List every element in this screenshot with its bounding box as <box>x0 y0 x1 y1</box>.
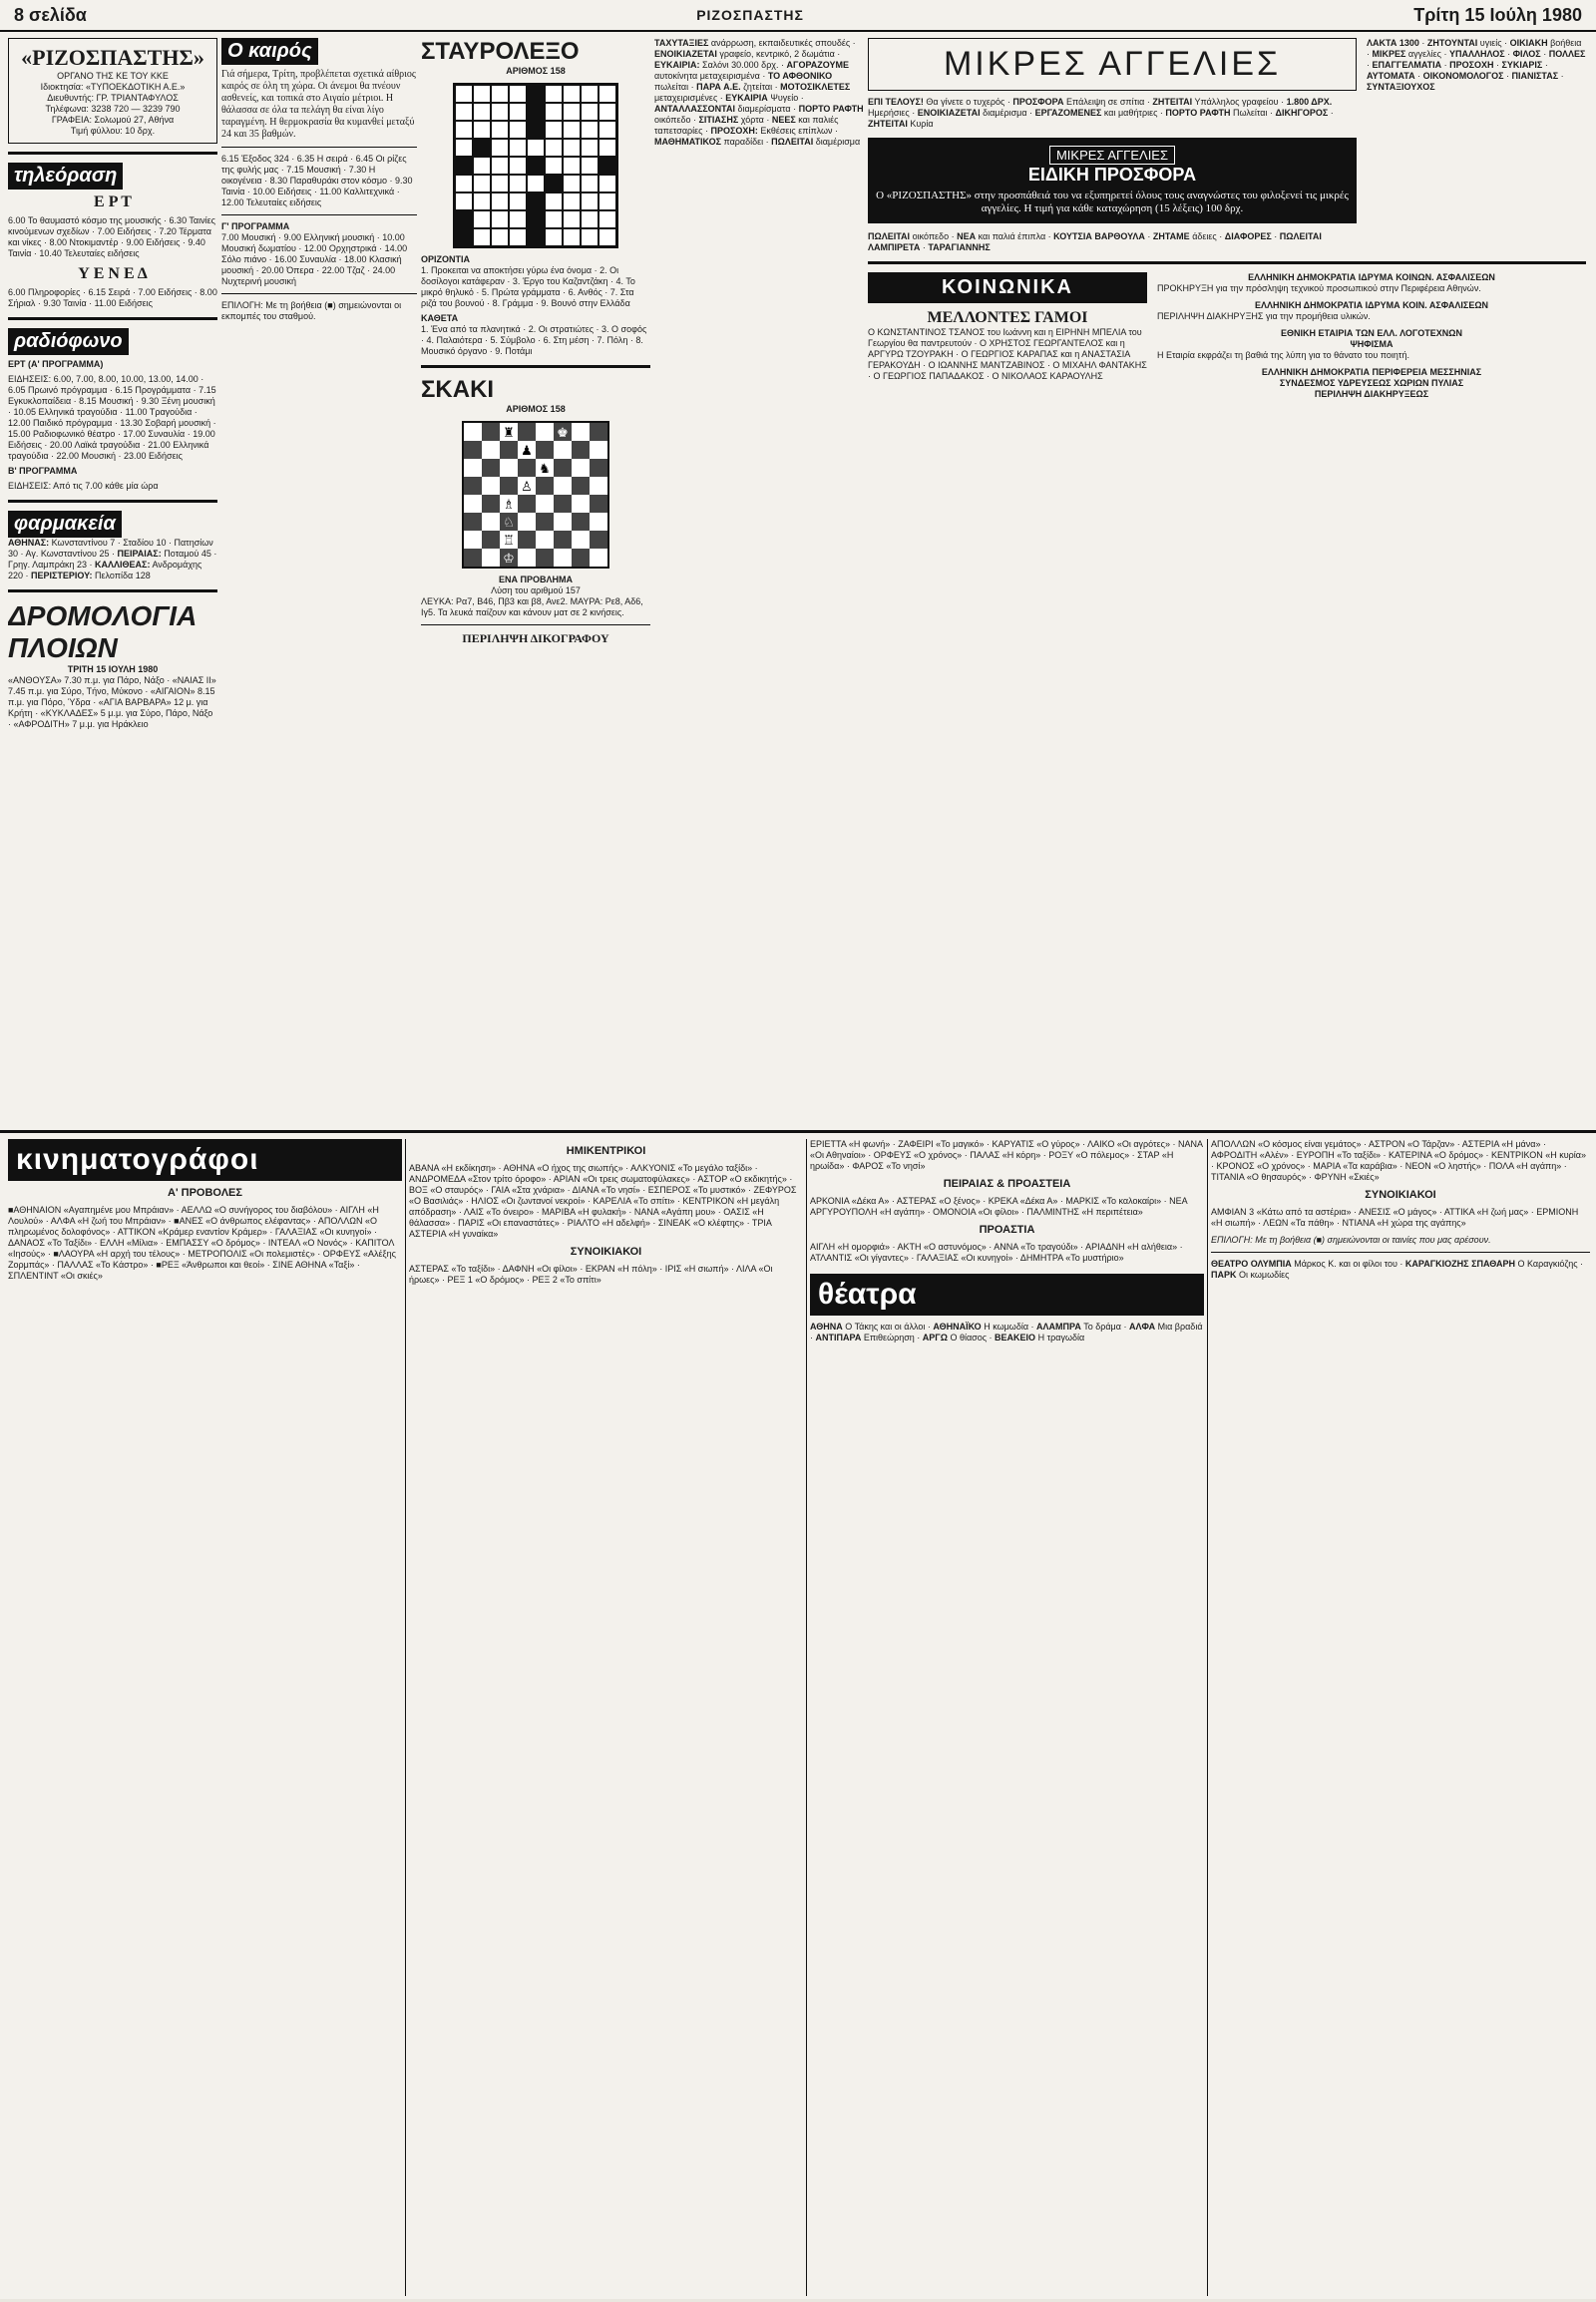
pharmacies-listing: ΑΘΗΝΑΣ: Κωνσταντίνου 7 · Σταδίου 10 · Πατησίων 30 · Αγ. Κωνσταντίνου 25 · ΠΕΙΡΑΙΑΣ: Ποταμού 45 · Γρηγ. Λαμπράκη 23 · ΚΑΛΛΙΘΕΑΣ: Ανδρομάχης 220 · ΠΕΡΙΣΤΕΡΙΟΥ: Πελοπίδα 128 <box>8 538 217 580</box>
pharm-peristeri: ΠΕΡΙΣΤΕΡΙΟΥ: <box>31 571 93 580</box>
social-banner <box>868 272 1147 303</box>
theatre-name: ΠΑΡΚ <box>1211 1270 1237 1280</box>
theatre-name: ΑΘΗΝΑΪΚΟ <box>933 1322 982 1332</box>
chess-square: ♖ <box>500 531 518 549</box>
chess-square <box>464 549 482 567</box>
cinema-list-2: ΑΒΑΝΑ «Η εκδίκηση» · ΑΘΗΝΑ «Ο ήχος της σιωπής» · ΑΛΚΥΟΝΙΣ «Το μεγάλο ταξίδι» · ΑΝΔΡΟΜΕΔΑ «Στον τρίτο όροφο» · ΑΡΙΑΝ «Οι τρεις σωματοφύλακες» · ΑΣΤΟΡ «Ο εκδικητής» · ΒΟΞ «Ο σταυρός» · ΓΑΙΑ «Στα χνάρια» · ΔΙΑΝΑ «Το νησί» · ΕΣΠΕΡΟΣ «Το μυστικό» · ΖΕΦΥΡΟΣ «Ο Βασιλιάς» · ΗΛΙΟΣ «Οι ζωντανοί νεκροί» · ΚΑΡΕΛΙΑ «Το σπίτι» · ΚΕΝΤΡΙΚΟΝ «Η μεγάλη απόδραση» · ΛΑΙΣ «Το όνειρο» · ΜΑΡΙΒΑ «Η φυλακή» · ΝΑΝΑ «Αγάπη μου» · ΟΑΣΙΣ «Η θάλασσα» · ΠΑΡΙΣ «Οι επαναστάτες» · ΡΙΑΛΤΟ «Η αδελφή» · ΣΙΝΕΑΚ «Ο κλέφτης» · ΤΡΙΑ ΑΣΤΕΡΙΑ «Η γυναίκα» <box>409 1163 797 1239</box>
chess-square <box>518 513 536 531</box>
crossword-cell <box>527 192 545 210</box>
column-3 <box>421 38 650 1120</box>
chess-square <box>590 531 607 549</box>
theatre-name: ΑΘΗΝΑ <box>810 1322 843 1332</box>
crossword-cell <box>581 192 598 210</box>
notice-1: ΕΛΛΗΝΙΚΗ ΔΗΜΟΚΡΑΤΙΑ ΙΔΡΥΜΑ ΚΟΙΝΩΝ. ΑΣΦΑΛΙΣΕΩΝ <box>1248 272 1495 282</box>
theatre-name: ΚΑΡΑΓΚΙΟΖΗΣ ΣΠΑΘΑΡΗ <box>1404 1259 1515 1269</box>
radio-header: ραδιόφωνο <box>8 328 129 355</box>
weather-header: Ο καιρός <box>221 38 318 65</box>
crossword-cell <box>509 192 527 210</box>
classifieds-text-2: ΠΩΛΕΙΤΑΙ οικόπεδο · ΝΕΑ και παλιά έπιπλα · ΚΟΥΤΣΙΑ ΒΑΡΘΟΥΛΑ · ΖΗΤΑΜΕ άδειες · ΔΙΑΦΟΡΕΣ · ΠΩΛΕΙΤΑΙ ΛΑΜΠΙΡΕΤΑ · ΤΑΡΑΓΙΑΝΝΗΣ <box>868 231 1322 252</box>
shipping-listing: «ΑΝΘΟΥΣΑ» 7.30 π.μ. για Πάρο, Νάξο · «ΝΑΙΑΣ ΙΙ» 7.45 π.μ. για Σύρο, Τήνο, Μύκονο · «ΑΙΓΑΙΟΝ» 8.15 π.μ. για Πόρο, Ύδρα · «ΑΓΙΑ ΒΑΡΒΑΡΑ» 12 μ. για Κρήτη · «ΚΥΚΛΑΔΕΣ» 5 μ.μ. για Σύρο, Πάρο, Νάξο · «ΑΦΡΟΔΙΤΗ» 7 μ.μ. για Ηράκλειο <box>8 675 216 729</box>
theatres-title: θέατρα <box>818 1278 917 1311</box>
chess-square <box>572 495 590 513</box>
crossword-cell <box>563 175 581 192</box>
crossword-cell <box>563 157 581 175</box>
crossword-cell <box>527 85 545 103</box>
theatre-name: ΑΝΤΙΠΑΡΑ <box>815 1333 862 1343</box>
chess-square <box>590 459 607 477</box>
theatre-name: ΘΕΑΤΡΟ ΟΛΥΜΠΙΑ <box>1211 1259 1292 1269</box>
chess-square <box>482 441 500 459</box>
crossword-cell <box>598 210 616 228</box>
classifieds-text: ΕΠΙ ΤΕΛΟΥΣ! Θα γίνετε ο τυχερός · ΠΡΟΣΦΟΡΑ Επάλειψη σε σπίτια · ΖΗΤΕΙΤΑΙ Υπάλληλος γραφείου · 1.800 ΔΡΧ. Ημερήσιες · ΕΝΟΙΚΙΑΖΕΤΑΙ διαμέρισμα · ΕΡΓΑΖΟΜΕΝΕΣ και μαθήτριες · ΠΟΡΤΟ ΡΑΦΤΗ Πωλείται · ΔΙΚΗΓΟΡΟΣ · ΖΗΤΕΙΤΑΙ Κυρία <box>868 97 1334 129</box>
chess-square <box>590 477 607 495</box>
theatre-name: ΑΛΑΜΠΡΑ <box>1036 1322 1081 1332</box>
crossword-cell <box>473 192 491 210</box>
weddings-text: Ο ΚΩΝΣΤΑΝΤΙΝΟΣ ΤΣΑΝΟΣ του Ιωάννη και η ΕΙΡΗΝΗ ΜΠΕΛΙΑ του Γεωργίου θα παντρευτούν · Ο ΧΡΗΣΤΟΣ ΓΕΩΡΓΑΝΤΕΛΟΣ και η ΑΡΓΥΡΩ ΤΖΟΥΡΑΚΗ · Ο ΓΕΩΡΓΙΟΣ ΚΑΡΑΠΑΣ και η ΑΝΑΣΤΑΣΙΑ ΓΕΡΑΚΟΥΔΗ · Ο ΙΩΑΝΝΗΣ ΜΑΝΤΖΑΒΙΝΟΣ · Ο ΜΙΧΑΗΛ ΦΑΝΤΑΚΗΣ · Ο ΓΕΩΡΓΙΟΣ ΠΑΠΑΔΑΚΟΣ · Ο ΝΙΚΟΛΑΟΣ ΚΑΡΑΟΥΛΗΣ <box>868 327 1147 381</box>
crossword-cell <box>455 228 473 246</box>
tv-times: 6.15 Έξοδος 324 · 6.35 Η σειρά · 6.45 Οι ρίζες της φυλής μας · 7.15 Μουσική · 7.30 Η οικογένεια · 8.30 Παραθυράκι στον κόσμο · 9.30 Ταινία · 10.00 Ειδήσεις · 11.00 Καλλιτεχνικά · 12.00 Τελευταίες ειδήσεις <box>221 154 413 207</box>
radio-third: Γ' ΠΡΟΓΡΑΜΜΑ <box>221 221 290 231</box>
cinema-col-2 <box>409 1139 803 2296</box>
chess-square <box>536 549 554 567</box>
cinema-list-1: ■ΑΘΗΝΑΙΟΝ «Αγαπημένε μου Μπράιαν» · ΑΕΛΛΩ «Ο συνήγορος του διαβόλου» · ΑΙΓΛΗ «Η Λουλού» · ΑΛΦΑ «Η ζωή του Μπράιαν» · ■ΑΝΕΣ «Ο άνθρωπος ελέφαντας» · ΑΠΟΛΛΩΝ «Ο πληρωμένος δολοφόνος» · ΑΤΤΙΚΟΝ «Κράμερ εναντίον Κράμερ» · ΓΑΛΑΞΙΑΣ «Οι κυνηγοί» · ΔΑΝΑΟΣ «Το Ταξίδι» · ΕΛΛΗ «Μίλια» · ΕΜΠΑΣΣΥ «Ο δρόμος» · ΙΝΤΕΑΛ «Ο Νονός» · ΚΑΠΙΤΟΛ «Ιησούς» · ■ΛΑΟΥΡΑ «Η αρχή του τέλους» · ΜΕΤΡΟΠΟΛΙΣ «Οι πολεμιστές» · ΟΡΦΕΥΣ «Αλέξης Ζορμπάς» · ΠΑΛΛΑΣ «Το Κάστρο» · ■ΡΕΞ «Άνθρωποι και θεοί» · ΣΙΝΕ ΑΘΗΝΑ «Ταξί» · ΣΠΛΕΝΤΙΝΤ «Οι σκιές» <box>8 1205 396 1281</box>
crossword-down-title: ΚΑΘΕΤΑ <box>421 313 459 323</box>
crossword-cell <box>509 210 527 228</box>
chess-square <box>482 459 500 477</box>
tv-listing: 6.00 Το θαυμαστό κόσμο της μουσικής · 6.30 Ταινίες κινούμενων σχεδίων · 7.00 Ειδήσεις · 7.20 Τέρματα και νίκες · 8.00 Ντοκιμαντέρ · 9.00 Ειδήσεις · 9.40 Ταινία · 10.40 Τελευταίες ειδήσεις <box>8 215 215 258</box>
pharm-peiraias: ΠΕΙΡΑΙΑΣ: <box>117 549 162 559</box>
chess-square <box>482 531 500 549</box>
chess-square <box>500 441 518 459</box>
discography-title: ΠΕΡΙΛΗΨΗ ΔΙΚΟΓΡΑΦΟΥ <box>462 631 609 645</box>
crossword-cell <box>473 175 491 192</box>
crossword-cell <box>598 121 616 139</box>
colophon <box>8 38 217 144</box>
chess-square <box>500 477 518 495</box>
weddings-title: ΜΕΛΛΟΝΤΕΣ ΓΑΜΟΙ <box>927 309 1088 326</box>
chess-square: ♟ <box>518 441 536 459</box>
chess-board <box>462 421 609 569</box>
page-header <box>0 0 1596 32</box>
crossword-cell <box>455 103 473 121</box>
chess-square <box>464 459 482 477</box>
crossword-cell <box>527 210 545 228</box>
chess-square: ♜ <box>500 423 518 441</box>
cinema-sub-6: ΣΥΝΟΙΚΙΑΚΟΙ <box>1365 1189 1436 1201</box>
cinema-note: ΕΠΙΛΟΓΗ: Με τη βοήθεια (■) σημειώνονται οι ταινίες που μας αρέσουν. <box>1211 1235 1491 1245</box>
theatres-list-2: ΘΕΑΤΡΟ ΟΛΥΜΠΙΑ Μάρκος Κ. και οι φίλοι του · ΚΑΡΑΓΚΙΟΖΗΣ ΣΠΑΘΑΡΗ Ο Καραγκιόζης · ΠΑΡΚ Οι κωμωδίες <box>1211 1259 1584 1280</box>
crossword-cell <box>563 228 581 246</box>
crossword-cell <box>491 192 509 210</box>
shipping-date: ΤΡΙΤΗ 15 ΙΟΥΛΗ 1980 <box>67 664 159 674</box>
crossword-cell <box>455 175 473 192</box>
crossword-cell <box>581 228 598 246</box>
chess-header: ΣΚΑΚΙ <box>421 376 495 403</box>
notice-4c: ΠΕΡΙΛΗΨΗ ΔΙΑΚΗΡΥΞΕΩΣ <box>1314 389 1429 399</box>
crossword-cell <box>598 192 616 210</box>
chess-square <box>590 513 607 531</box>
pharm-athens: ΑΘΗΝΑΣ: <box>8 538 50 548</box>
crossword-cell <box>598 85 616 103</box>
chess-square <box>572 459 590 477</box>
crossword-cell <box>455 192 473 210</box>
crossword-cell <box>491 210 509 228</box>
crossword-cell <box>563 210 581 228</box>
crossword-cell <box>473 103 491 121</box>
crossword-cell <box>527 175 545 192</box>
crossword-cell <box>527 103 545 121</box>
notice-4: ΕΛΛΗΝΙΚΗ ΔΗΜΟΚΡΑΤΙΑ ΠΕΡΙΦΕΡΕΙΑ ΜΕΣΣΗΝΙΑΣ <box>1261 367 1482 377</box>
crossword-cell <box>473 228 491 246</box>
chess-square <box>482 423 500 441</box>
crossword-cell <box>491 121 509 139</box>
chess-square: ♞ <box>536 459 554 477</box>
crossword-cell <box>491 228 509 246</box>
special-offer-subtitle: ΜΙΚΡΕΣ ΑΓΓΕΛΙΕΣ <box>1049 146 1175 165</box>
radio-second-program: Β' ΠΡΟΓΡΑΜΜΑ <box>8 466 78 476</box>
chess-square <box>554 549 572 567</box>
crossword-cell <box>509 103 527 121</box>
crossword-cell <box>491 139 509 157</box>
chess-square <box>464 441 482 459</box>
crossword-cell <box>581 121 598 139</box>
colophon-line: ΟΡΓΑΝΟ ΤΗΣ ΚΕ ΤΟΥ ΚΚΕ <box>57 71 169 81</box>
crossword-cell <box>509 121 527 139</box>
chess-square <box>572 477 590 495</box>
radio-third-listing: 7.00 Μουσική · 9.00 Ελληνική μουσική · 10.00 Μουσική δωματίου · 12.00 Ορχηστρικά · 14.00 Σόλο πιάνο · 16.00 Συναυλία · 18.00 Κλασική μουσική · 20.00 Όπερα · 22.00 Τζαζ · 24.00 Νυχτερινή μουσική <box>221 232 408 286</box>
crossword-cell <box>545 103 563 121</box>
cinema-list-8: ΑΜΦΙΑΝ 3 «Κάτω από τα αστέρια» · ΑΝΕΣΙΣ «Ο μάγος» · ΑΤΤΙΚΑ «Η ζωή μας» · ΕΡΜΙΟΝΗ «Η σιωπή» · ΛΕΩΝ «Τα πάθη» · ΝΤΙΑΝΑ «Η χώρα της αγάπης» <box>1211 1207 1579 1228</box>
bottom-section <box>0 1130 1596 2302</box>
crossword-cell <box>545 121 563 139</box>
radio-first-program: ΕΡΤ (Α' ΠΡΟΓΡΑΜΜΑ) <box>8 359 104 369</box>
chess-square <box>590 441 607 459</box>
crossword-cell <box>598 157 616 175</box>
crossword-cell <box>473 121 491 139</box>
special-offer-text: Ο «ΡΙΖΟΣΠΑΣΤΗΣ» στην προσπάθειά του να εξυπηρετεί όλους τους αναγνώστες του φιλοξενεί τις μικρές αγγελίες. Η τιμή για κάθε καταχώρηση (15 λέξεις) 100 δρχ. <box>876 190 1349 214</box>
cinema-list-7: ΑΠΟΛΛΩΝ «Ο κόσμος είναι γεμάτος» · ΑΣΤΡΟΝ «Ο Τάρζαν» · ΑΣΤΕΡΙΑ «Η μάνα» · ΑΦΡΟΔΙΤΗ «Αλέν» · ΕΥΡΟΠΗ «Το ταξίδι» · ΚΑΤΕΡΙΝΑ «Ο δρόμος» · ΚΕΝΤΡΙΚΟΝ «Η κυρία» · ΚΡΟΝΟΣ «Ο χρόνος» · ΜΑΡΙΑ «Τα καράβια» · ΝΕΟΝ «Ο ληστής» · ΠΟΛΑ «Η αγάπη» · ΤΙΤΑΝΙΑ «Ο θησαυρός» · ΦΡΥΝΗ «Σκιές» <box>1211 1139 1586 1182</box>
column-4 <box>654 38 864 1120</box>
colophon-line: Τιμή φύλλου: 10 δρχ. <box>70 126 156 136</box>
chess-square <box>536 441 554 459</box>
column-5 <box>868 38 1586 1120</box>
crossword-grid <box>453 83 618 248</box>
chess-square <box>518 423 536 441</box>
crossword-cell <box>491 157 509 175</box>
cinema-col-4 <box>1211 1139 1590 2296</box>
chess-square <box>536 477 554 495</box>
classifieds-banner <box>868 38 1357 91</box>
page-number: 8 σελίδα <box>14 4 87 25</box>
tv-choice: ΕΠΙΛΟΓΗ: Με τη βοήθεια (■) σημειώνονται οι εκπομπές του σταθμού. <box>221 300 402 321</box>
chess-square <box>518 459 536 477</box>
crossword-cell <box>598 139 616 157</box>
chess-square: ♙ <box>518 477 536 495</box>
chess-square <box>500 459 518 477</box>
shipping-header: ΔΡΟΜΟΛΟΓΙΑ ΠΛΟΙΩΝ <box>8 600 197 663</box>
colophon-line: Ιδιοκτησία: «ΤΥΠΟΕΚΔΟΤΙΚΗ Α.Ε.» <box>40 82 186 92</box>
chess-square <box>590 549 607 567</box>
cinema-col-3 <box>810 1139 1204 2296</box>
cinema-sub-4: ΠΕΙΡΑΙΑΣ & ΠΡΟΑΣΤΕΙΑ <box>943 1178 1071 1190</box>
chess-square <box>518 531 536 549</box>
theatre-name: ΒΕΑΚΕΙΟ <box>995 1333 1036 1343</box>
cinema-sub-2: ΗΜΙΚΕΝΤΡΙΚΟΙ <box>566 1145 646 1157</box>
page-date: Τρίτη 15 Ιούλη 1980 <box>1413 4 1582 25</box>
cinema-list-3: ΑΣΤΕΡΑΣ «Το ταξίδι» · ΔΑΦΝΗ «Οι φίλοι» · ΕΚΡΑΝ «Η πόλη» · ΙΡΙΣ «Η σιωπή» · ΛΙΛΑ «Οι ήρωες» · ΡΕΞ 1 «Ο δρόμος» · ΡΕΞ 2 «Το σπίτι» <box>409 1264 773 1285</box>
crossword-cell <box>563 121 581 139</box>
chess-square <box>464 513 482 531</box>
crossword-cell <box>509 85 527 103</box>
chess-square: ♗ <box>500 495 518 513</box>
cinema-title: κινηματογράφοι <box>16 1143 259 1176</box>
notice-3b: ΨΗΦΙΣΜΑ <box>1350 339 1394 349</box>
crossword-cell <box>545 192 563 210</box>
chess-square <box>572 423 590 441</box>
chess-square <box>554 495 572 513</box>
chess-square <box>464 531 482 549</box>
chess-number: ΑΡΙΘΜΟΣ 158 <box>506 404 566 414</box>
tv-channel-1: Ε Ρ Τ <box>94 193 132 210</box>
crossword-cell <box>473 157 491 175</box>
theatre-name: ΑΛΦΑ <box>1128 1322 1156 1332</box>
tv-listing-2: 6.00 Πληροφορίες · 6.15 Σειρά · 7.00 Ειδήσεις · 8.00 Σήριαλ · 9.30 Ταινία · 11.00 Ειδήσεις <box>8 287 217 308</box>
chess-square <box>554 441 572 459</box>
weather-text: Γιά σήμερα, Τρίτη, προβλέπεται σχετικά αίθριος καιρός σε όλη τη χώρα. Οι άνεμοι θα πνέουν ασθενείς, και τοπικά στο Αιγαίο μέτριοι. Η θάλασσα σε όλα τα πελάγη θα είναι λίγο ταραγμένη. Η θερμοκρασία θα κυμανθεί μεταξύ 24 και 35 βαθμών. <box>221 69 416 140</box>
crossword-cell <box>581 175 598 192</box>
crossword-cell <box>563 192 581 210</box>
crossword-cell <box>455 85 473 103</box>
crossword-cell <box>598 175 616 192</box>
crossword-cell <box>581 85 598 103</box>
column-2 <box>221 38 417 1120</box>
notices: ΕΛΛΗΝΙΚΗ ΔΗΜΟΚΡΑΤΙΑ ΙΔΡΥΜΑ ΚΟΙΝΩΝ. ΑΣΦΑΛΙΣΕΩΝ ΠΡΟΚΗΡΥΞΗ για την πρόσληψη τεχνικού προσωπικού στην Περιφέρεια Αθηνών. ΕΛΛΗΝΙΚΗ ΔΗΜΟΚΡΑΤΙΑ ΙΔΡΥΜΑ ΚΟΙΝ. ΑΣΦΑΛΙΣΕΩΝ ΠΕΡΙΛΗΨΗ ΔΙΑΚΗΡΥΞΗΣ για την προμήθεια υλικών. ΕΘΝΙΚΗ ΕΤΑΙΡΙΑ ΤΩΝ ΕΛΛ. ΛΟΓΟΤΕΧΝΩΝ ΨΗΦΙΣΜΑ Η Εταιρία εκφράζει τη βαθιά της λύπη για το θάνατο του ποιητή. ΕΛΛΗΝΙΚΗ ΔΗΜΟΚΡΑΤΙΑ ΠΕΡΙΦΕΡΕΙΑ ΜΕΣΣΗΝΙΑΣ ΣΥΝΔΕΣΜΟΣ ΥΔΡΕΥΣΕΩΣ ΧΩΡΙΩΝ ΠΥΛΙΑΣ ΠΕΡΙΛΗΨΗ ΔΙΑΚΗΡΥΞΕΩΣ <box>1157 272 1586 400</box>
crossword-cell <box>509 139 527 157</box>
theatre-name: ΑΡΓΩ <box>922 1333 948 1343</box>
crossword-cell <box>545 228 563 246</box>
special-offer <box>868 138 1357 223</box>
chess-solution: ΛΕΥΚΑ: Ρα7, Β46, Πβ3 και β8, Ανε2. ΜΑΥΡΑ: Ρε8, Αδ6, Ιγ5. Τα λευκά παίζουν και κάνουν ματ σε 2 κινήσεις. <box>421 596 643 617</box>
social-title: ΚΟΙΝΩΝΙΚΑ <box>941 276 1073 298</box>
chess-square <box>536 495 554 513</box>
colophon-line: Διευθυντής: ΓΡ. ΤΡΙΑΝΤΑΦΥΛΟΣ <box>47 93 179 103</box>
theatres-banner <box>810 1274 1204 1316</box>
crossword-cell <box>581 157 598 175</box>
classifieds-side: ΛΑΚΤΑ 1300 · ΖΗΤΟΥΝΤΑΙ υγιείς · ΟΙΚΙΑΚΗ βοήθεια · ΜΙΚΡΕΣ αγγελίες · ΥΠΑΛΛΗΛΟΣ · ΦΙΛΟΣ · ΠΟΛΛΕΣ · ΕΠΑΓΓΕΛΜΑΤΙΑ · ΠΡΟΣΟΧΗ · ΣΥΚΙΑΡΙΣ · ΑΥΤΟΜΑΤΑ · ΟΙΚΟΝΟΜΟΛΟΓΟΣ · ΠΙΑΝΙΣΤΑΣ · ΣΥΝΤΑΞΙΟΥΧΟΣ <box>1367 38 1586 92</box>
crossword-cell <box>509 175 527 192</box>
pharm-kallithea: ΚΑΛΛΙΘΕΑΣ: <box>95 560 151 570</box>
crossword-cell <box>527 121 545 139</box>
crossword-cell <box>545 139 563 157</box>
chess-square <box>536 531 554 549</box>
cinema-list-6: ΑΙΓΛΗ «Η ομορφιά» · ΑΚΤΗ «Ο αστυνόμος» · ΑΝΝΑ «Το τραγούδι» · ΑΡΙΑΔΝΗ «Η αλήθεια» · ΑΤΛΑΝΤΙΣ «Οι γίγαντες» · ΓΑΛΑΞΙΑΣ «Οι κυνηγοί» · ΔΗΜΗΤΡΑ «Το μυστήριο» <box>810 1242 1183 1263</box>
crossword-across-clues: 1. Προκειται να αποκτήσει γύρω ένα όνομα · 2. Οι δοσίλογοι κατάφεραν · 3. Έργο του Καζαντζάκη · 4. Το μικρό θηλυκό · 5. Πρώτα γράμματα · 6. Ανθός · 7. Στα ριζά του βουνού · 8. Γράμμα · 9. Βουνό στην Ελλάδα <box>421 265 635 308</box>
crossword-across-title: ΟΡΙΖΟΝΤΙΑ <box>421 254 470 264</box>
crossword-cell <box>581 103 598 121</box>
notice-3: ΕΘΝΙΚΗ ΕΤΑΙΡΙΑ ΤΩΝ ΕΛΛ. ΛΟΓΟΤΕΧΝΩΝ <box>1281 328 1462 338</box>
crossword-down-clues: 1. Ένα από τα πλανητικά · 2. Οι στρατιώτες · 3. Ο σοφός · 4. Παλαιότερα · 5. Σύμβολο · 6. Στη μέση · 7. Πόλη · 8. Μουσικό όργανο · 9. Ποτάμι <box>421 324 647 356</box>
theatres-list-1: ΑΘΗΝΑ Ο Τάκης και οι άλλοι · ΑΘΗΝΑΪΚΟ Η κωμωδία · ΑΛΑΜΠΡΑ Το δράμα · ΑΛΦΑ Μια βραδιά · ΑΝΤΙΠΑΡΑ Επιθεώρηση · ΑΡΓΩ Ο θίασος · ΒΕΑΚΕΙΟ Η τραγωδία <box>810 1322 1203 1343</box>
crossword-cell <box>473 85 491 103</box>
chess-square <box>482 549 500 567</box>
crossword-cell <box>455 157 473 175</box>
pharmacies-header: φαρμακεία <box>8 511 122 538</box>
tv-header: τηλεόραση <box>8 163 123 190</box>
crossword-cell <box>563 85 581 103</box>
crossword-cell <box>581 139 598 157</box>
chess-problem-title: ΕΝΑ ΠΡΟΒΛΗΜΑ <box>498 575 573 584</box>
chess-square: ♘ <box>500 513 518 531</box>
chess-square <box>572 549 590 567</box>
crossword-cell <box>455 210 473 228</box>
chess-square <box>572 441 590 459</box>
crossword-cell <box>563 139 581 157</box>
crossword-cell <box>491 175 509 192</box>
crossword-cell <box>527 157 545 175</box>
crossword-cell <box>527 228 545 246</box>
chess-square <box>464 495 482 513</box>
crossword-cell <box>563 103 581 121</box>
crossword-cell <box>545 210 563 228</box>
cinema-banner <box>8 1139 402 1181</box>
crossword-cell <box>545 85 563 103</box>
chess-square <box>554 459 572 477</box>
crossword-cell <box>473 139 491 157</box>
chess-square <box>536 513 554 531</box>
crossword-cell <box>545 175 563 192</box>
masthead: ΡΙΖΟΣΠΑΣΤΗΣ <box>696 7 804 23</box>
chess-square <box>572 531 590 549</box>
crossword-header: ΣΤΑΥΡΟΛΕΞΟ <box>421 38 580 65</box>
chess-square <box>482 477 500 495</box>
cinema-sub-1: Α' ΠΡΟΒΟΛΕΣ <box>168 1187 242 1199</box>
crossword-cell <box>509 228 527 246</box>
special-offer-title: ΕΙΔΙΚΗ ΠΡΟΣΦΟΡΑ <box>1027 165 1197 185</box>
radio-listing: ΕΙΔΗΣΕΙΣ: 6.00, 7.00, 8.00, 10.00, 13.00, 14.00 · 6.05 Πρωινό πρόγραμμα · 6.15 Προγράμματα · 7.15 Εγκυκλοπαίδεια · 8.15 Μουσική · 9.30 Ξένη μουσική · 10.05 Ελληνικά τραγούδια · 11.00 Τραγούδια · 12.00 Παιδικό πρόγραμμα · 13.30 Σοβαρή μουσική · 15.00 Ραδιοφωνικό θέατρο · 17.00 Συναυλία · 19.00 Ειδήσεις · 20.00 Λαϊκά τραγούδια · 21.00 Ελληνικά τραγούδια · 22.00 Μουσική · 23.00 Ειδήσεις <box>8 374 216 461</box>
crossword-number: ΑΡΙΘΜΟΣ 158 <box>506 66 566 76</box>
tv-channel-2: Υ Ε Ν Ε Δ <box>78 265 148 282</box>
chess-square <box>464 423 482 441</box>
crossword-cell <box>473 210 491 228</box>
chess-square: ♔ <box>500 549 518 567</box>
classifieds-title: ΜΙΚΡΕΣ ΑΓΓΕΛΙΕΣ <box>943 45 1282 83</box>
chess-square <box>554 477 572 495</box>
cinema-sub-3: ΣΥΝΟΙΚΙΑΚΟΙ <box>570 1246 642 1258</box>
chess-square <box>464 477 482 495</box>
chess-square <box>554 513 572 531</box>
chess-square <box>572 513 590 531</box>
chess-square <box>590 423 607 441</box>
crossword-cell <box>581 210 598 228</box>
colophon-line: Τηλέφωνα: 3238 720 — 3239 790 <box>45 104 181 114</box>
crossword-cell <box>491 85 509 103</box>
classified-col-text: ΤΑΧΥΤΑΞΙΕΣ ανάρρωση, εκπαιδευτικές σπουδές · ΕΝΟΙΚΙΑΖΕΤΑΙ γραφείο, κεντρικό, 2 δωμάτια · ΕΥΚΑΙΡΙΑ: Σαλόνι 30.000 δρχ. · ΑΓΟΡΑΖΟΥΜΕ αυτοκίνητα μεταχειρισμένα · ΤΟ ΑΦΘΟΝΙΚΟ πωλείται · ΠΑΡΑ Α.Ε. ζητείται · ΜΟΤΟΣΙΚΛΕΤΕΣ μεταχειρισμένες · ΕΥΚΑΙΡΙΑ Ψυγείο · ΑΝΤΑΛΛΑΣΣΟΝΤΑΙ διαμερίσματα · ΠΟΡΤΟ ΡΑΦΤΗ οικόπεδο · ΣΙΤΙΑΣΗΣ χόρτα · ΝΕΕΣ και παλιές ταπετσαρίες · ΠΡΟΣΟΧΗ: Εκθέσεις επίπλων · ΜΑΘΗΜΑΤΙΚΟΣ παραδίδει · ΠΩΛΕΙΤΑΙ διαμέρισμα <box>654 38 864 147</box>
cinema-col-1 <box>8 1139 402 2296</box>
cinema-list-5: ΑΡΚΟΝΙΑ «Δέκα Α» · ΑΣΤΕΡΑΣ «Ο ξένος» · ΚΡΕΚΑ «Δέκα Α» · ΜΑΡΚΙΣ «Το καλοκαίρι» · ΝΕΑ ΑΡΓΥΡΟΥΠΟΛΗ «Η αγάπη» · ΟΜΟΝΟΙΑ «Οι φίλοι» · ΠΑΛΜΙΝΤΗΣ «Η περιπέτεια» <box>810 1196 1188 1217</box>
colophon-line: ΓΡΑΦΕΙΑ: Σολωμού 27, Αθήνα <box>51 115 175 125</box>
crossword-cell <box>509 157 527 175</box>
radio-listing-2: ΕΙΔΗΣΕΙΣ: Από τις 7.00 κάθε μία ώρα <box>8 481 159 491</box>
chess-square <box>590 495 607 513</box>
notice-2: ΕΛΛΗΝΙΚΗ ΔΗΜΟΚΡΑΤΙΑ ΙΔΡΥΜΑ ΚΟΙΝ. ΑΣΦΑΛΙΣΕΩΝ <box>1254 300 1489 310</box>
chess-square <box>482 495 500 513</box>
colophon-title: «ΡΙΖΟΣΠΑΣΤΗΣ» <box>21 45 204 70</box>
chess-solution-note: Λύση του αριθμού 157 <box>491 585 581 595</box>
chess-square <box>536 423 554 441</box>
crossword-cell <box>527 139 545 157</box>
chess-square <box>554 531 572 549</box>
cinema-sub-5: ΠΡΟΑΣΤΙΑ <box>979 1224 1035 1236</box>
chess-square: ♚ <box>554 423 572 441</box>
chess-square <box>518 495 536 513</box>
crossword-cell <box>598 228 616 246</box>
crossword-cell <box>491 103 509 121</box>
chess-square <box>518 549 536 567</box>
crossword-cell <box>545 157 563 175</box>
crossword-cell <box>455 139 473 157</box>
cinema-list-4: ΕΡΙΕΤΤΑ «Η φωνή» · ΖΑΦΕΙΡΙ «Το μαγικό» · ΚΑΡΥΑΤΙΣ «Ο γύρος» · ΛΑΙΚΟ «Οι αγρότες» · ΝΑΝΑ «Οι Αθηναίοι» · ΟΡΦΕΥΣ «Ο χρόνος» · ΠΑΛΑΣ «Η κόρη» · ΡΟΞΥ «Ο πόλεμος» · ΣΤΑΡ «Η ηρωίδα» · ΦΑΡΟΣ «Το νησί» <box>810 1139 1203 1171</box>
crossword-cell <box>455 121 473 139</box>
notice-4b: ΣΥΝΔΕΣΜΟΣ ΥΔΡΕΥΣΕΩΣ ΧΩΡΙΩΝ ΠΥΛΙΑΣ <box>1279 378 1464 388</box>
crossword-cell <box>598 103 616 121</box>
chess-square <box>482 513 500 531</box>
column-1 <box>8 38 217 1120</box>
